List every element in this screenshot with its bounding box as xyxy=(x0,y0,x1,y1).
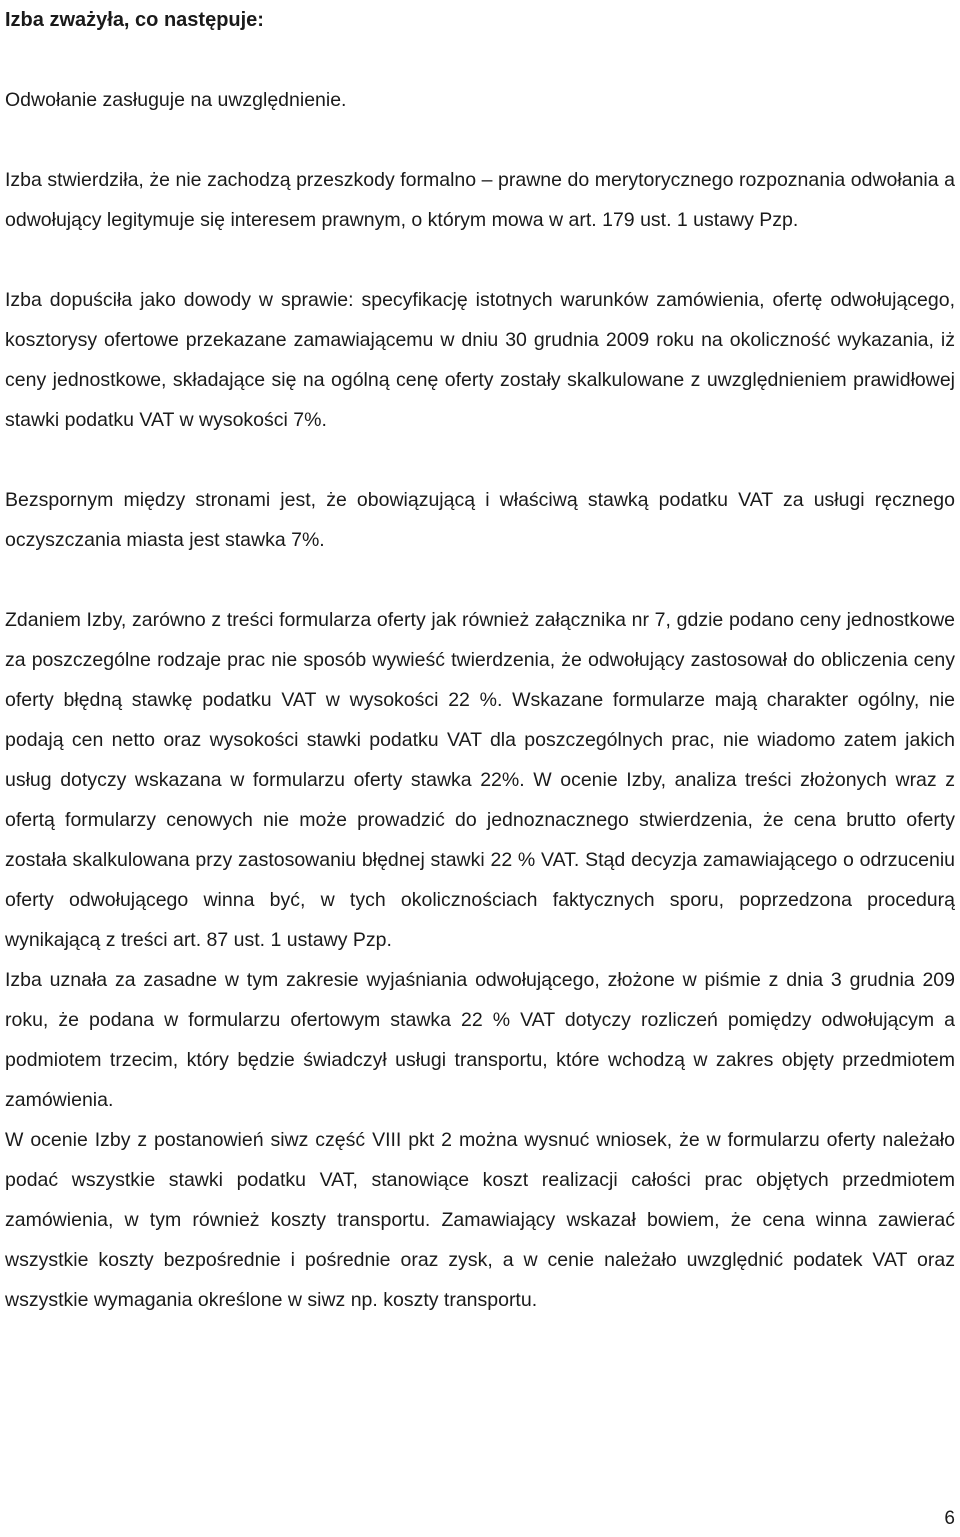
spacer xyxy=(5,40,955,80)
paragraph-evidence: Izba dopuściła jako dowody w sprawie: specyfikację istotnych warunków zamówienia, ofertę odwołującego, kosztorysy ofertowe przekazane zamawiającemu w dniu 30 grudnia 2009 roku na okoliczność wykazania, iż ceny jednostkowe, składające się na ogólną cenę oferty zostały skalkulowane z uwzględnieniem prawidłowej stawki podatku VAT w wysokości 7%. xyxy=(5,289,955,431)
page-number: 6 xyxy=(944,1508,955,1529)
paragraph-siwz: W ocenie Izby z postanowień siwz część VIII pkt 2 można wysnuć wniosek, że w formularzu oferty należało podać wszystkie stawki podatku VAT, stanowiące koszt realizacji całości prac objętych przedmiotem zamówienia, w tym również koszty transportu. Zamawiający wskazał bowiem, że cena winna zawierać wszystkie koszty bezpośrednie i pośrednie oraz zysk, a w cenie należało uwzględnić podatek VAT oraz wszystkie wymagania określone w siwz np. koszty transportu. xyxy=(5,1129,955,1311)
paragraph-ruling: Odwołanie zasługuje na uwzględnienie. xyxy=(5,89,347,111)
paragraph-chamber-opinion: Zdaniem Izby, zarówno z treści formularza oferty jak również załącznika nr 7, gdzie podano ceny jednostkowe za poszczególne rodzaje prac nie sposób wywieść twierdzenia, że odwołujący zastosował do obliczenia ceny oferty błędną stawkę podatku VAT w wysokości 22 %. Wskazane formularze mają charakter ogólny, nie podają cen netto oraz wysokości stawki podatku VAT dla poszczególnych prac, nie wiadomo zatem jakich usług dotyczy wskazana w formularzu oferty stawka 22%. W ocenie Izby, analiza treści złożonych wraz z ofertą formularzy cenowych nie może prowadzić do jednoznacznego stwierdzenia, że cena brutto oferty została skalkulowana przy zastosowaniu błędnej stawki 22 % VAT. Stąd decyzja zamawiającego o odrzuceniu oferty odwołującego winna być, w tych okolicznościach faktycznych sporu, poprzedzona procedurą wynikającą z treści art. 87 ust. 1 ustawy Pzp. xyxy=(5,609,955,951)
paragraph-explanations: Izba uznała za zasadne w tym zakresie wyjaśniania odwołującego, złożone w piśmie z dnia 3 grudnia 209 roku, że podana w formularzu ofertowym stawka 22 % VAT dotyczy rozliczeń pomiędzy odwołującym a podmiotem trzecim, który będzie świadczył usługi transportu, które wchodzą w zakres objęty przedmiotem zamówienia. xyxy=(5,969,955,1111)
paragraph-undisputed: Bezspornym między stronami jest, że obowiązującą i właściwą stawką podatku VAT za usługi ręcznego oczyszczania miasta jest stawka 7%. xyxy=(5,489,955,551)
spacer xyxy=(5,240,955,280)
spacer xyxy=(5,440,955,480)
section-heading: Izba zważyła, co następuje: xyxy=(5,9,264,31)
spacer xyxy=(5,560,955,600)
spacer xyxy=(5,120,955,160)
document-page xyxy=(5,0,955,1320)
paragraph-formal-grounds: Izba stwierdziła, że nie zachodzą przeszkody formalno – prawne do merytorycznego rozpoznania odwołania a odwołujący legitymuje się interesem prawnym, o którym mowa w art. 179 ust. 1 ustawy Pzp. xyxy=(5,169,955,231)
